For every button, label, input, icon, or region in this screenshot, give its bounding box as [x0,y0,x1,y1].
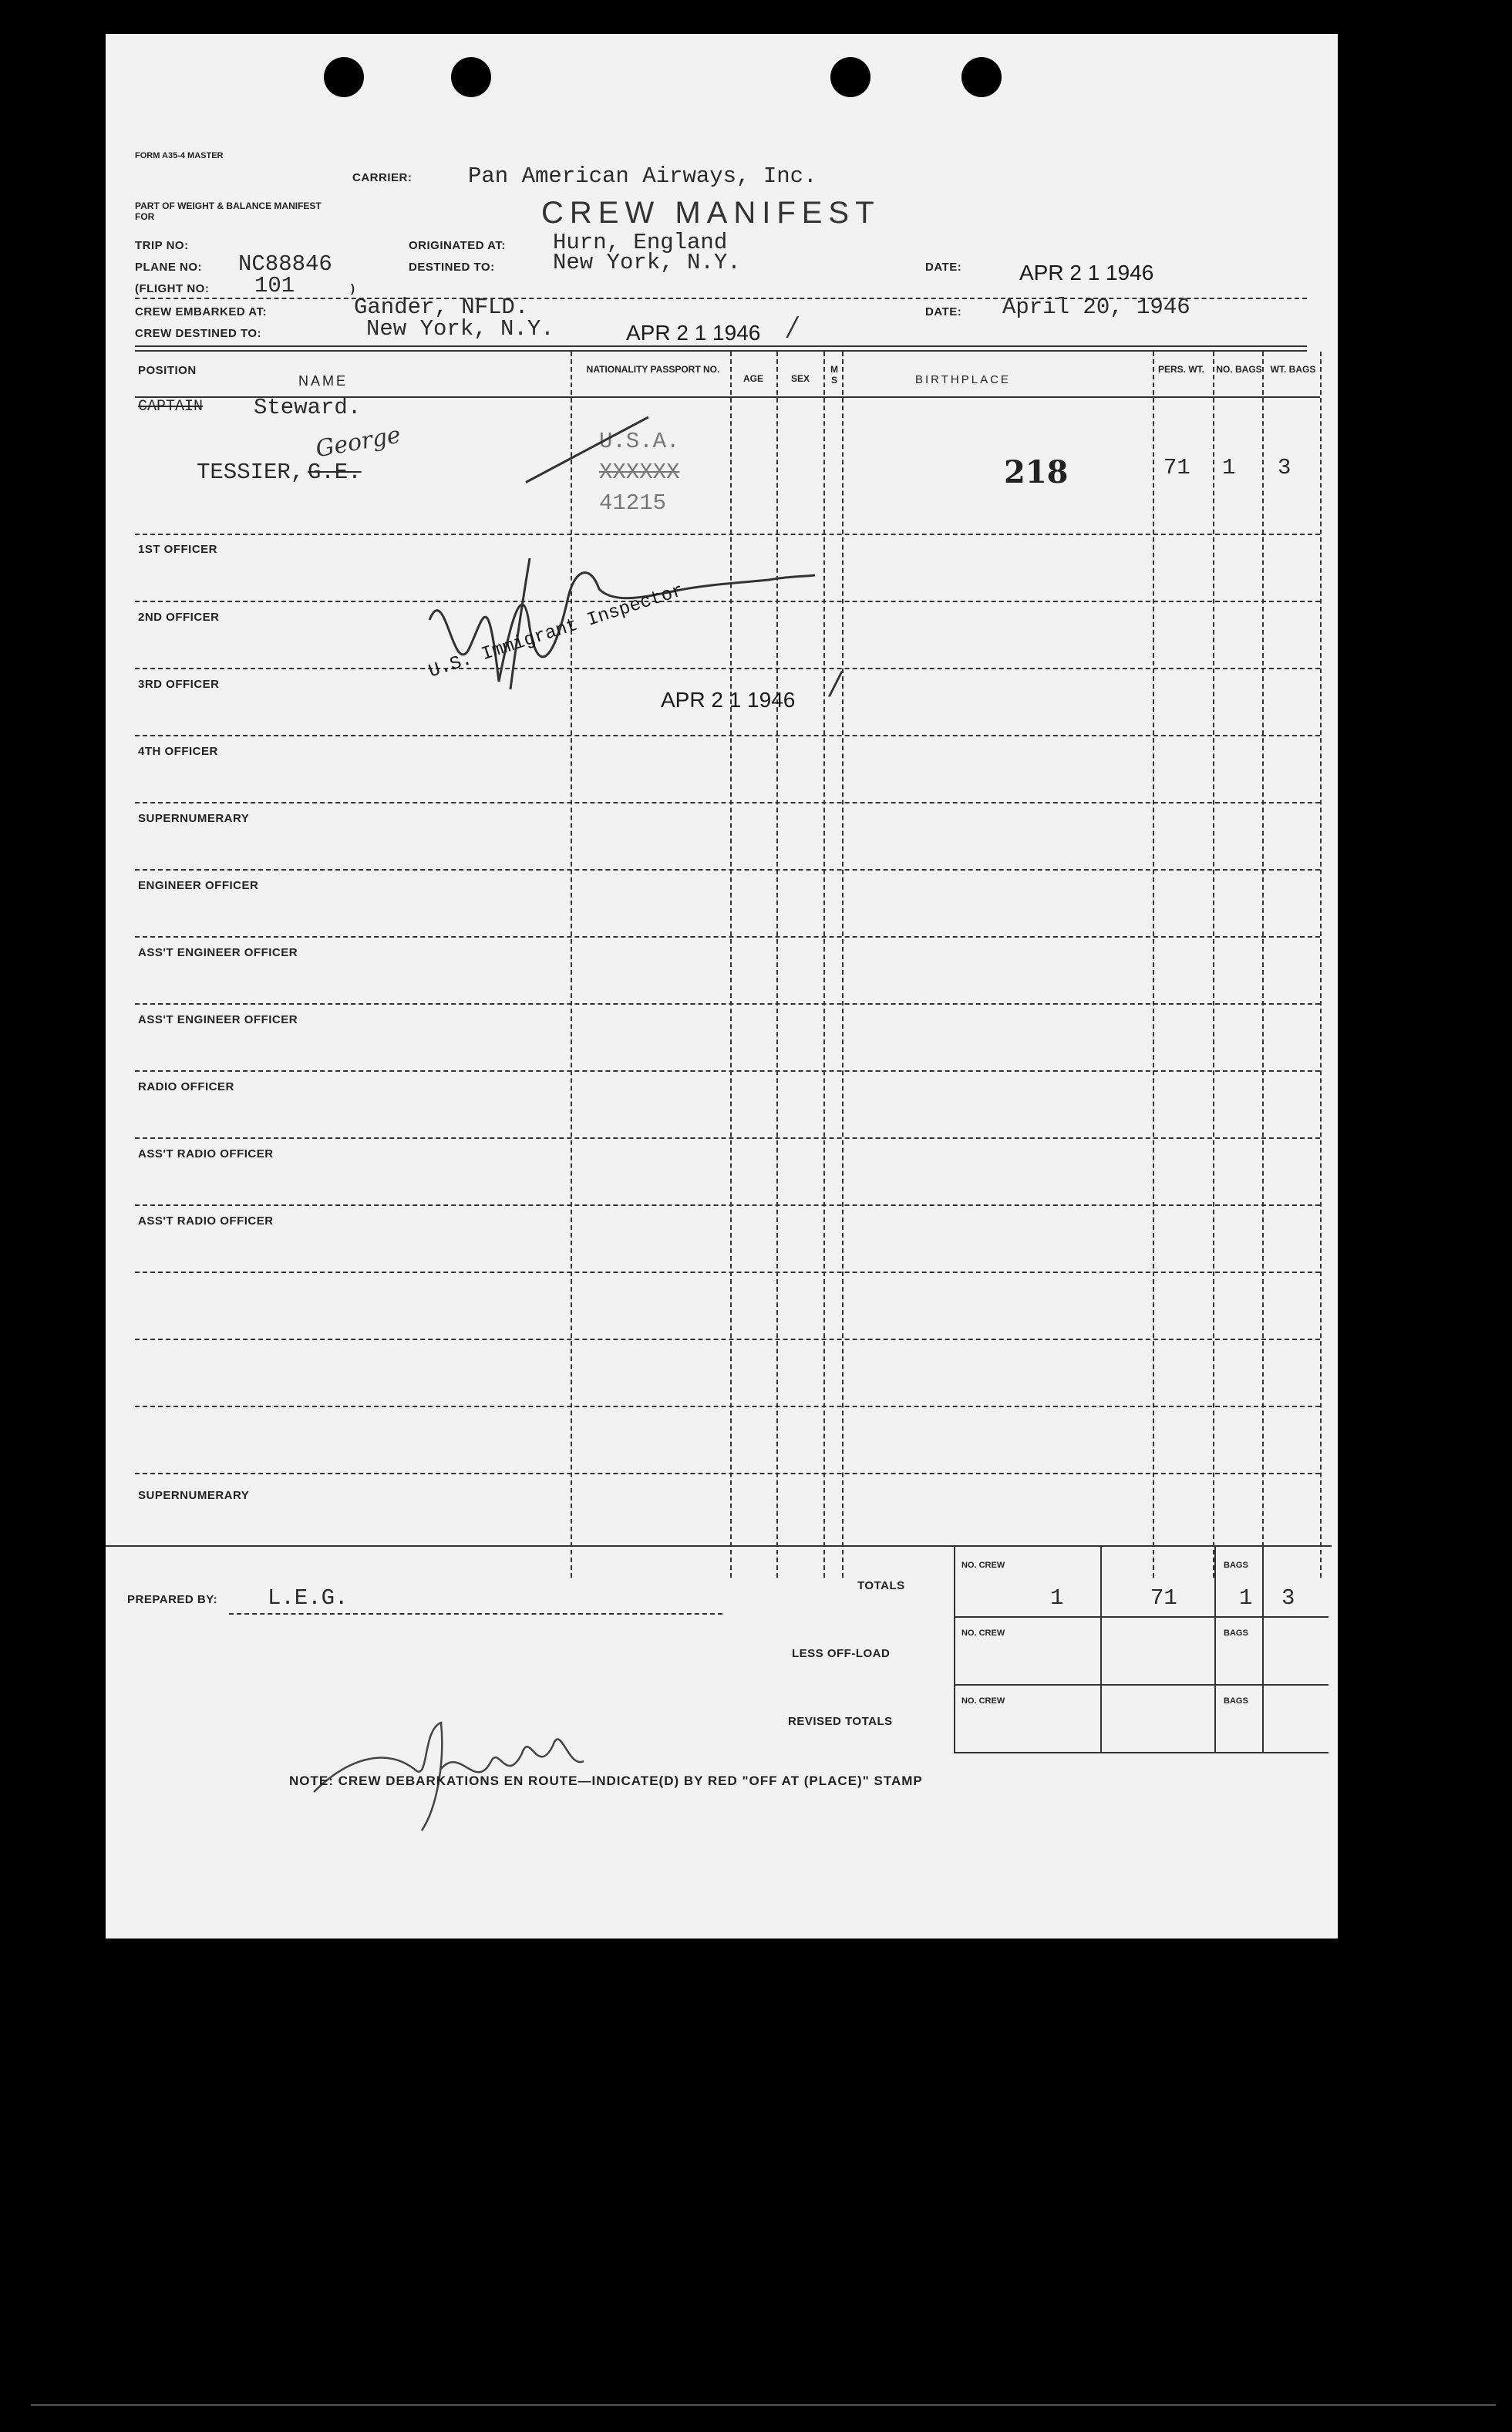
entry-wt-bags: 3 [1278,455,1291,480]
position-label: ASS'T RADIO OFFICER [138,1214,274,1228]
punch-hole [961,57,1002,97]
row-divider [135,869,1320,871]
flight-no-label: (FLIGHT NO: [135,282,210,295]
entry-handwritten-first: George [313,421,403,463]
position-label: ENGINEER OFFICER [138,879,259,892]
crew-destined-label: CREW DESTINED TO: [135,327,262,340]
flight-no-close: ) [351,282,355,295]
bags-label: BAGS [1224,1696,1248,1706]
date-label: DATE: [925,261,962,274]
scan-edge-line [31,2404,1496,2406]
totals-rule [954,1684,1328,1686]
col-divider [1320,352,1322,1578]
no-crew-label: NO. CREW [961,1629,1005,1638]
col-divider [1213,352,1214,1578]
totals-weight: 71 [1150,1585,1177,1611]
manifest-page [106,34,1338,1939]
prepared-by-label: PREPARED BY: [127,1593,218,1606]
manifest-title: CREW MANIFEST [541,196,881,230]
inspector-date-stamp: APR 2 1 1946 [661,688,796,712]
position-label: RADIO OFFICER [138,1080,234,1093]
no-crew-label: NO. CREW [961,1696,1005,1706]
less-offload-label: LESS OFF-LOAD [792,1647,891,1660]
totals-divider [1100,1547,1102,1753]
entry-no-bags: 1 [1222,455,1236,480]
originated-label: ORIGINATED AT: [409,239,506,252]
entry-passport-struck: XXXXXX [599,460,680,485]
date2-label: DATE: [925,305,962,318]
position-label: 1ST OFFICER [138,543,218,556]
embarked-value: Gander, NFLD. [354,295,529,320]
position-label: SUPERNUMERARY [138,1489,250,1502]
totals-divider [1262,1547,1264,1753]
crew-destined-value: New York, N.Y. [366,316,554,342]
col-divider [1153,352,1154,1578]
preparer-signature [306,1699,599,1846]
row-divider [135,1339,1320,1340]
col-ms: M S [830,364,838,386]
row-divider [135,936,1320,938]
punch-hole [830,57,870,97]
totals-divider [1214,1547,1216,1753]
col-sex: SEX [790,373,810,384]
entry-passport: 41215 [599,490,667,516]
form-number: FORM A35-4 MASTER [135,151,224,160]
entry-initials-struck: G.E. [308,460,362,485]
row-divider [135,1473,1320,1474]
prepared-by-line [229,1613,722,1615]
entry-pers-wt: 71 [1163,455,1190,480]
row-divider [135,1070,1320,1072]
date2-value: April 20, 1946 [1002,295,1190,320]
row-divider [135,1204,1320,1206]
entry-birthplace-stamp: 218 [1004,454,1069,490]
row-divider [135,1003,1320,1005]
position-label: 3RD OFFICER [138,678,220,691]
originated-value: Hurn, England [553,230,728,255]
destined-stamp: APR 2 1 1946 [626,321,761,345]
position-label: SUPERNUMERARY [138,812,250,825]
header-rule [135,350,1307,352]
header-rule [135,345,1307,347]
col-position: POSITION [138,364,197,377]
punch-hole [324,57,364,97]
inspector-stamp: U.S. Immigrant Inspector [426,580,686,683]
punch-hole [451,57,491,97]
no-crew-label: NO. CREW [961,1561,1005,1570]
trip-no-label: TRIP NO: [135,239,189,252]
position-label: ASS'T ENGINEER OFFICER [138,946,298,959]
totals-label: TOTALS [857,1579,905,1592]
col-age: AGE [743,373,763,384]
row-divider [135,735,1320,736]
entry-position: Steward. [254,395,362,420]
totals-rule [954,1752,1328,1753]
entry-position-struck: CAPTAIN [138,398,204,416]
col-nationality: NATIONALITY PASSPORT NO. [586,364,720,375]
totals-crew: 1 [1050,1585,1064,1611]
totals-bag-wt: 3 [1281,1585,1295,1611]
part-of-label: PART OF WEIGHT & BALANCE MANIFEST FOR [135,200,322,222]
destined-value: New York, N.Y. [553,250,741,275]
bags-label: BAGS [1224,1629,1248,1638]
revised-totals-label: REVISED TOTALS [788,1715,893,1728]
col-name: NAME [298,373,349,389]
inspector-initials: / [788,312,797,342]
col-birthplace: BIRTHPLACE [915,373,1011,386]
row-divider [135,1272,1320,1273]
plane-no-value: NC88846 [238,251,332,277]
totals-bags: 1 [1239,1585,1253,1611]
footer-note: NOTE: CREW DEBARKATIONS EN ROUTE—INDICATE(D) BY RED "OFF AT (PLACE)" STAMP [289,1773,923,1788]
entry-nationality: U.S.A. [599,429,680,454]
position-label: ASS'T ENGINEER OFFICER [138,1013,298,1026]
flight-no-value: 101 [254,273,295,298]
col-pers-wt: PERS. WT. [1157,364,1204,375]
embarked-label: CREW EMBARKED AT: [135,305,267,318]
row-divider [135,1137,1320,1139]
inspector-signature [414,535,877,720]
carrier-label: CARRIER: [352,171,413,184]
bags-label: BAGS [1224,1561,1248,1570]
position-label: 2ND OFFICER [138,611,220,624]
inspector-mark: / [830,666,841,702]
row-divider [135,802,1320,803]
totals-rule [954,1616,1328,1618]
col-divider [1262,352,1264,1578]
entry-name: TESSIER, [197,460,305,485]
date-stamp: APR 2 1 1946 [1019,261,1154,285]
position-label: 4TH OFFICER [138,745,218,758]
totals-divider [954,1547,955,1753]
col-wt-bags: WT. BAGS [1270,364,1316,375]
position-label: ASS'T RADIO OFFICER [138,1147,274,1160]
destined-label: DESTINED TO: [409,261,495,274]
table-bottom-rule [106,1545,1332,1547]
col-no-bags: NO. BAGS [1216,364,1262,375]
row-divider [135,1406,1320,1407]
prepared-by-value: L.E.G. [268,1585,349,1611]
plane-no-label: PLANE NO: [135,261,202,274]
carrier-value: Pan American Airways, Inc. [468,163,817,189]
